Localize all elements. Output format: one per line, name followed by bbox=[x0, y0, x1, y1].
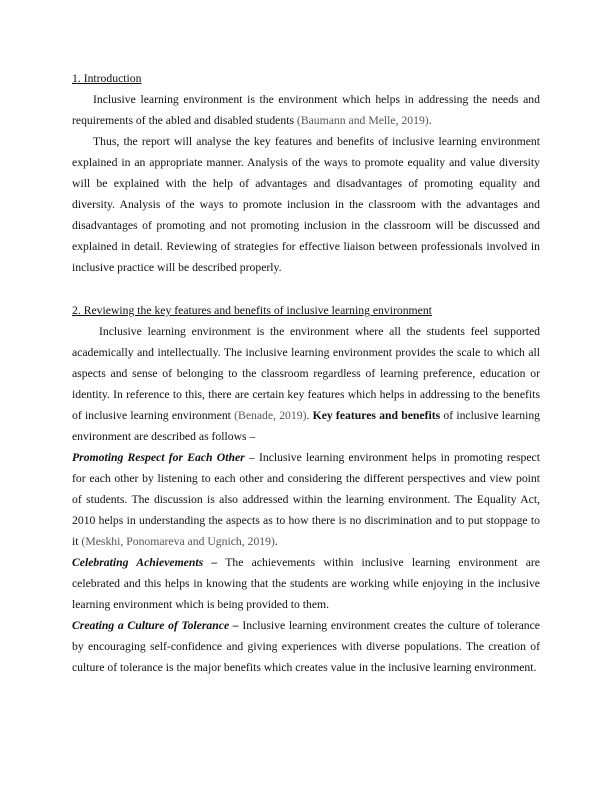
feature-text-tolerance: Inclusive learning environment creates the culture of tolerance by encouraging self-confidence and giving experiences with diverse populations. The creation of culture of tolerance is the major benefits which creates value in the inclusive learning environment. bbox=[72, 619, 540, 674]
key-features-intro-end: of inclusive learning environment are described as follows – bbox=[72, 409, 541, 443]
feature-paragraph-achievements bbox=[72, 552, 540, 615]
citation: (Baumann and Melle, 2019) bbox=[296, 114, 429, 127]
citation: (Meskhi, Ponomareva and Ugnich, 2019) bbox=[81, 535, 275, 548]
feature-text-respect: – Inclusive learning environment helps in promoting respect for each other by listening to each other and considering the different perspectives and view point of students. The discussion is also addressed within the learning environment. The Equality Act, 2010 helps in understanding the aspects as to how there is no discrimination and to put stoppage to it bbox=[72, 451, 540, 548]
feature-text-achievements: The achievements within inclusive learning environment are celebrated and this helps in knowing that the students are working while enjoying in the inclusive learning environment which is being provided to them. bbox=[72, 556, 540, 611]
feature-term-achievements: Celebrating Achievements – bbox=[72, 556, 218, 569]
intro-paragraph-1-end: . bbox=[428, 114, 432, 127]
key-features-intro-mid: . bbox=[306, 409, 313, 422]
key-features-bold-phrase: Key features and benefits bbox=[312, 409, 441, 422]
key-features-intro-paragraph bbox=[72, 321, 540, 447]
intro-paragraph-1-text: Inclusive learning environment is the environment which helps in addressing the needs and requirements of the abled and disabled students bbox=[72, 93, 540, 127]
citation: (Benade, 2019) bbox=[234, 409, 307, 422]
feature-term-tolerance: Creating a Culture of Tolerance – bbox=[72, 619, 239, 632]
intro-paragraph-2: Thus, the report will analyse the key features and benefits of inclusive learning environment explained in an appropriate manner. Analysis of the ways to promote equality and value diversity will be explained with the help of advantages and disadvantages of promoting equality and diversity. Analysis of the ways to promote inclusion in the classroom with the advantages and disadvantages of promoting and not promoting inclusion in the classroom will be discussed and explained in detail. Reviewing of strategies for effective liaison between professionals involved in inclusive practice will be described properly. bbox=[72, 135, 540, 274]
intro-paragraph-1 bbox=[72, 89, 540, 131]
section-heading-key-features: 2. Reviewing the key features and benefits of inclusive learning environment bbox=[72, 304, 432, 317]
key-features-intro-text: Inclusive learning environment is the environment where all the students feel supported academically and intellectually. The inclusive learning environment provides the scale to which all aspects and sense of belonging to the classroom regardless of learning preference, education or identity. In reference to this, there are certain key features which helps in addressing to the benefits of inclusive learning environment bbox=[72, 325, 540, 422]
feature-paragraph-tolerance bbox=[72, 615, 540, 678]
feature-term-respect: Promoting Respect for Each Other bbox=[72, 451, 245, 464]
section-heading-introduction: 1. Introduction bbox=[72, 72, 142, 85]
feature-text-respect-end: . bbox=[274, 535, 278, 548]
feature-paragraph-respect bbox=[72, 447, 540, 552]
